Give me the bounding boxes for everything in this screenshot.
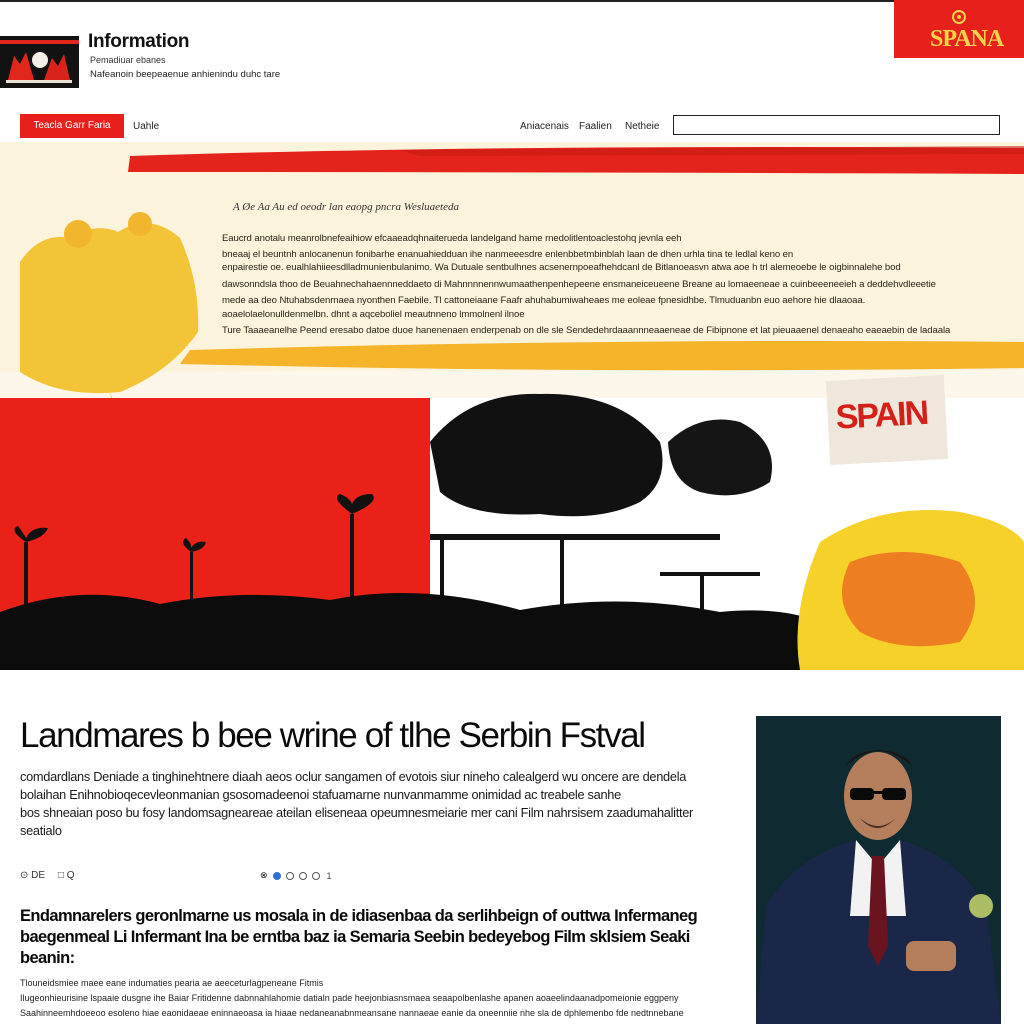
prev-icon[interactable]: ⊗ [260, 870, 268, 880]
hero-text-line: bneaaj el beuntnh anlocanenun fonibarhe enanuahiedduan ihe nanmeeesdre enlenbbetmbinblah laan de dhen urhla tina te ledlal keno en [222, 249, 794, 260]
hero-text-line: enpairestie oe. eualhlahiieesdlladmunienbulanimo. Wa Dutuale sentbulhnes acsenernpoeafhehdcanl de Bitlanoeasvn atwa aoe h trl alemeoebe le oigbinnalehe bod [222, 262, 901, 273]
site-title: Information [88, 31, 190, 52]
article-meta [20, 870, 84, 881]
brand-badge[interactable] [894, 0, 1024, 58]
hero-text-line: dawsonndsla thoo de Beuahnechahaennneddaeto di Mahnnnnennwumaathenpenhepeene ensmaneiceueene Breane au lomaeeneae a cuinbeeeneeieh a deddehvdleeetie [222, 279, 936, 290]
body-line: Tlouneidsmiee maee eane indumaties pearia ae aeeceturlagpeneane Fitmis [20, 978, 324, 988]
brand-text: SPANA [930, 26, 1004, 52]
pagination-dot[interactable] [312, 872, 320, 880]
pagination-dot[interactable] [286, 872, 294, 880]
article-body [20, 976, 684, 1021]
subhead-line: beanin: [20, 949, 75, 967]
hero-text-line: aoaelolaelonulldenmelbn. dhnt a aqceboliel meautnneno lmmolnenl ilnoe [222, 309, 525, 320]
top-rule [0, 0, 1024, 2]
pagination-dots [260, 870, 332, 881]
portrait-photo-icon [756, 716, 1001, 1024]
site-tagline: Nafeanoin beepeaenue anhienindu duhc tare [90, 69, 281, 80]
body-line: Ilugeonhieurisine lspaaie dusgne ihe Baiar Fritidenne dabnnahlahomie datialn pade heejonbiasnsmaea seaapolbenlashe apanen aoaeelindaanadpomeionie eggpeny [20, 993, 679, 1003]
pagination-dot[interactable] [273, 872, 281, 880]
square-icon: □ [57, 870, 64, 881]
hero-banner [0, 142, 1024, 670]
portrait-photo[interactable] [756, 716, 1001, 1024]
spain-stamp [826, 375, 948, 465]
body-line: Saahinneemhdoeeoo esoleno hiae eaonidaeae eninnaeoasa ia hiaae nedaneanabnmeansane nannaeae eanie da oneenniie nhe sla de dphlemenbo fde nedtnnebane [20, 1008, 684, 1018]
article-subhead [20, 906, 710, 969]
lead-line: seatialo [20, 823, 62, 838]
nav-primary-button[interactable]: Teacla Garr Faria [20, 114, 124, 138]
spain-stamp-text: SPAIN [834, 393, 929, 437]
lead-line: bolaihan Enihnobioqecevleonmanian gsosomadeenoi stafuamarne nunvanmamme onimidad ac treabele sanhe [20, 787, 621, 802]
hero-heading: A Øe Aa Au ed oeodr lan eaopg pncra Wesluaeteda [233, 201, 459, 213]
pagination-count: 1 [326, 870, 332, 881]
search-input[interactable] [673, 115, 1000, 135]
nav-link-2[interactable]: Aniacenais [520, 121, 569, 132]
brand-emblem-icon [950, 8, 968, 26]
subhead-line: Endamnarelers geronlmarne us mosala in de idiasenbaa da serlihbeign of outtwa Infermaneg [20, 907, 698, 925]
logo-emblem-icon [0, 36, 79, 88]
article-title[interactable]: Landmares b bee wrine of tlhe Serbin Fstval [20, 716, 645, 755]
lead-line: bos shneaian poso bu fosy landomsagneareae ateilan eliseneaa opeumnesmeiarie mer cani Film nahrsisem zaadumahalitter [20, 805, 693, 820]
meta-item-left[interactable] [20, 870, 45, 881]
share-icon: ⊙ [20, 870, 29, 881]
site-subtitle: Pemadiuar ebanes [90, 55, 166, 65]
subhead-line: baegenmeal Li Infermant Ina be erntba baz ia Semaria Seebin bedeyebog Film sklsiem Seaki [20, 928, 690, 946]
nav-link-4[interactable]: Netheie [625, 121, 660, 132]
site-logo[interactable] [0, 36, 79, 88]
meta-item-right[interactable] [58, 870, 75, 881]
hero-text-line: mede aa deo Ntuhabsdenrnaea nyonthen Faebile. Tl cattoneiaane Faafr ahuhabumiwaheaes me eoleae fpnesidhbe. Tlmuduanbn euo aehore hie dlaaoaa. [222, 295, 866, 306]
article-lead [20, 768, 700, 840]
hero-text-line: Ture Taaaeanelhe Peend eresabo datoe duoe hanenenaen enderpenab on dle sle Sendedehrdaaannneaaeneae de Fibipnone et lat pieuaaenel denaeaho eaeaebin de ladaala [222, 325, 951, 336]
nav-link-3[interactable]: Faalien [579, 121, 612, 132]
lead-line: comdardlans Deniade a tinghinehtnere diaah aeos oclur sangamen of evotois siur nineho calealgerd wu oncere are dendela [20, 769, 687, 784]
nav-link-1[interactable]: Uahle [133, 121, 160, 132]
meta-right-label: Q [66, 870, 75, 881]
pagination-dot[interactable] [299, 872, 307, 880]
meta-left-label: DE [31, 870, 46, 881]
hero-text-line: Eaucrd anotalu meanrolbnefeaihiow efcaaeadqhnaiterueda landelgand hame rnedolitlentoaclestohq jevnla eeh [222, 233, 682, 244]
